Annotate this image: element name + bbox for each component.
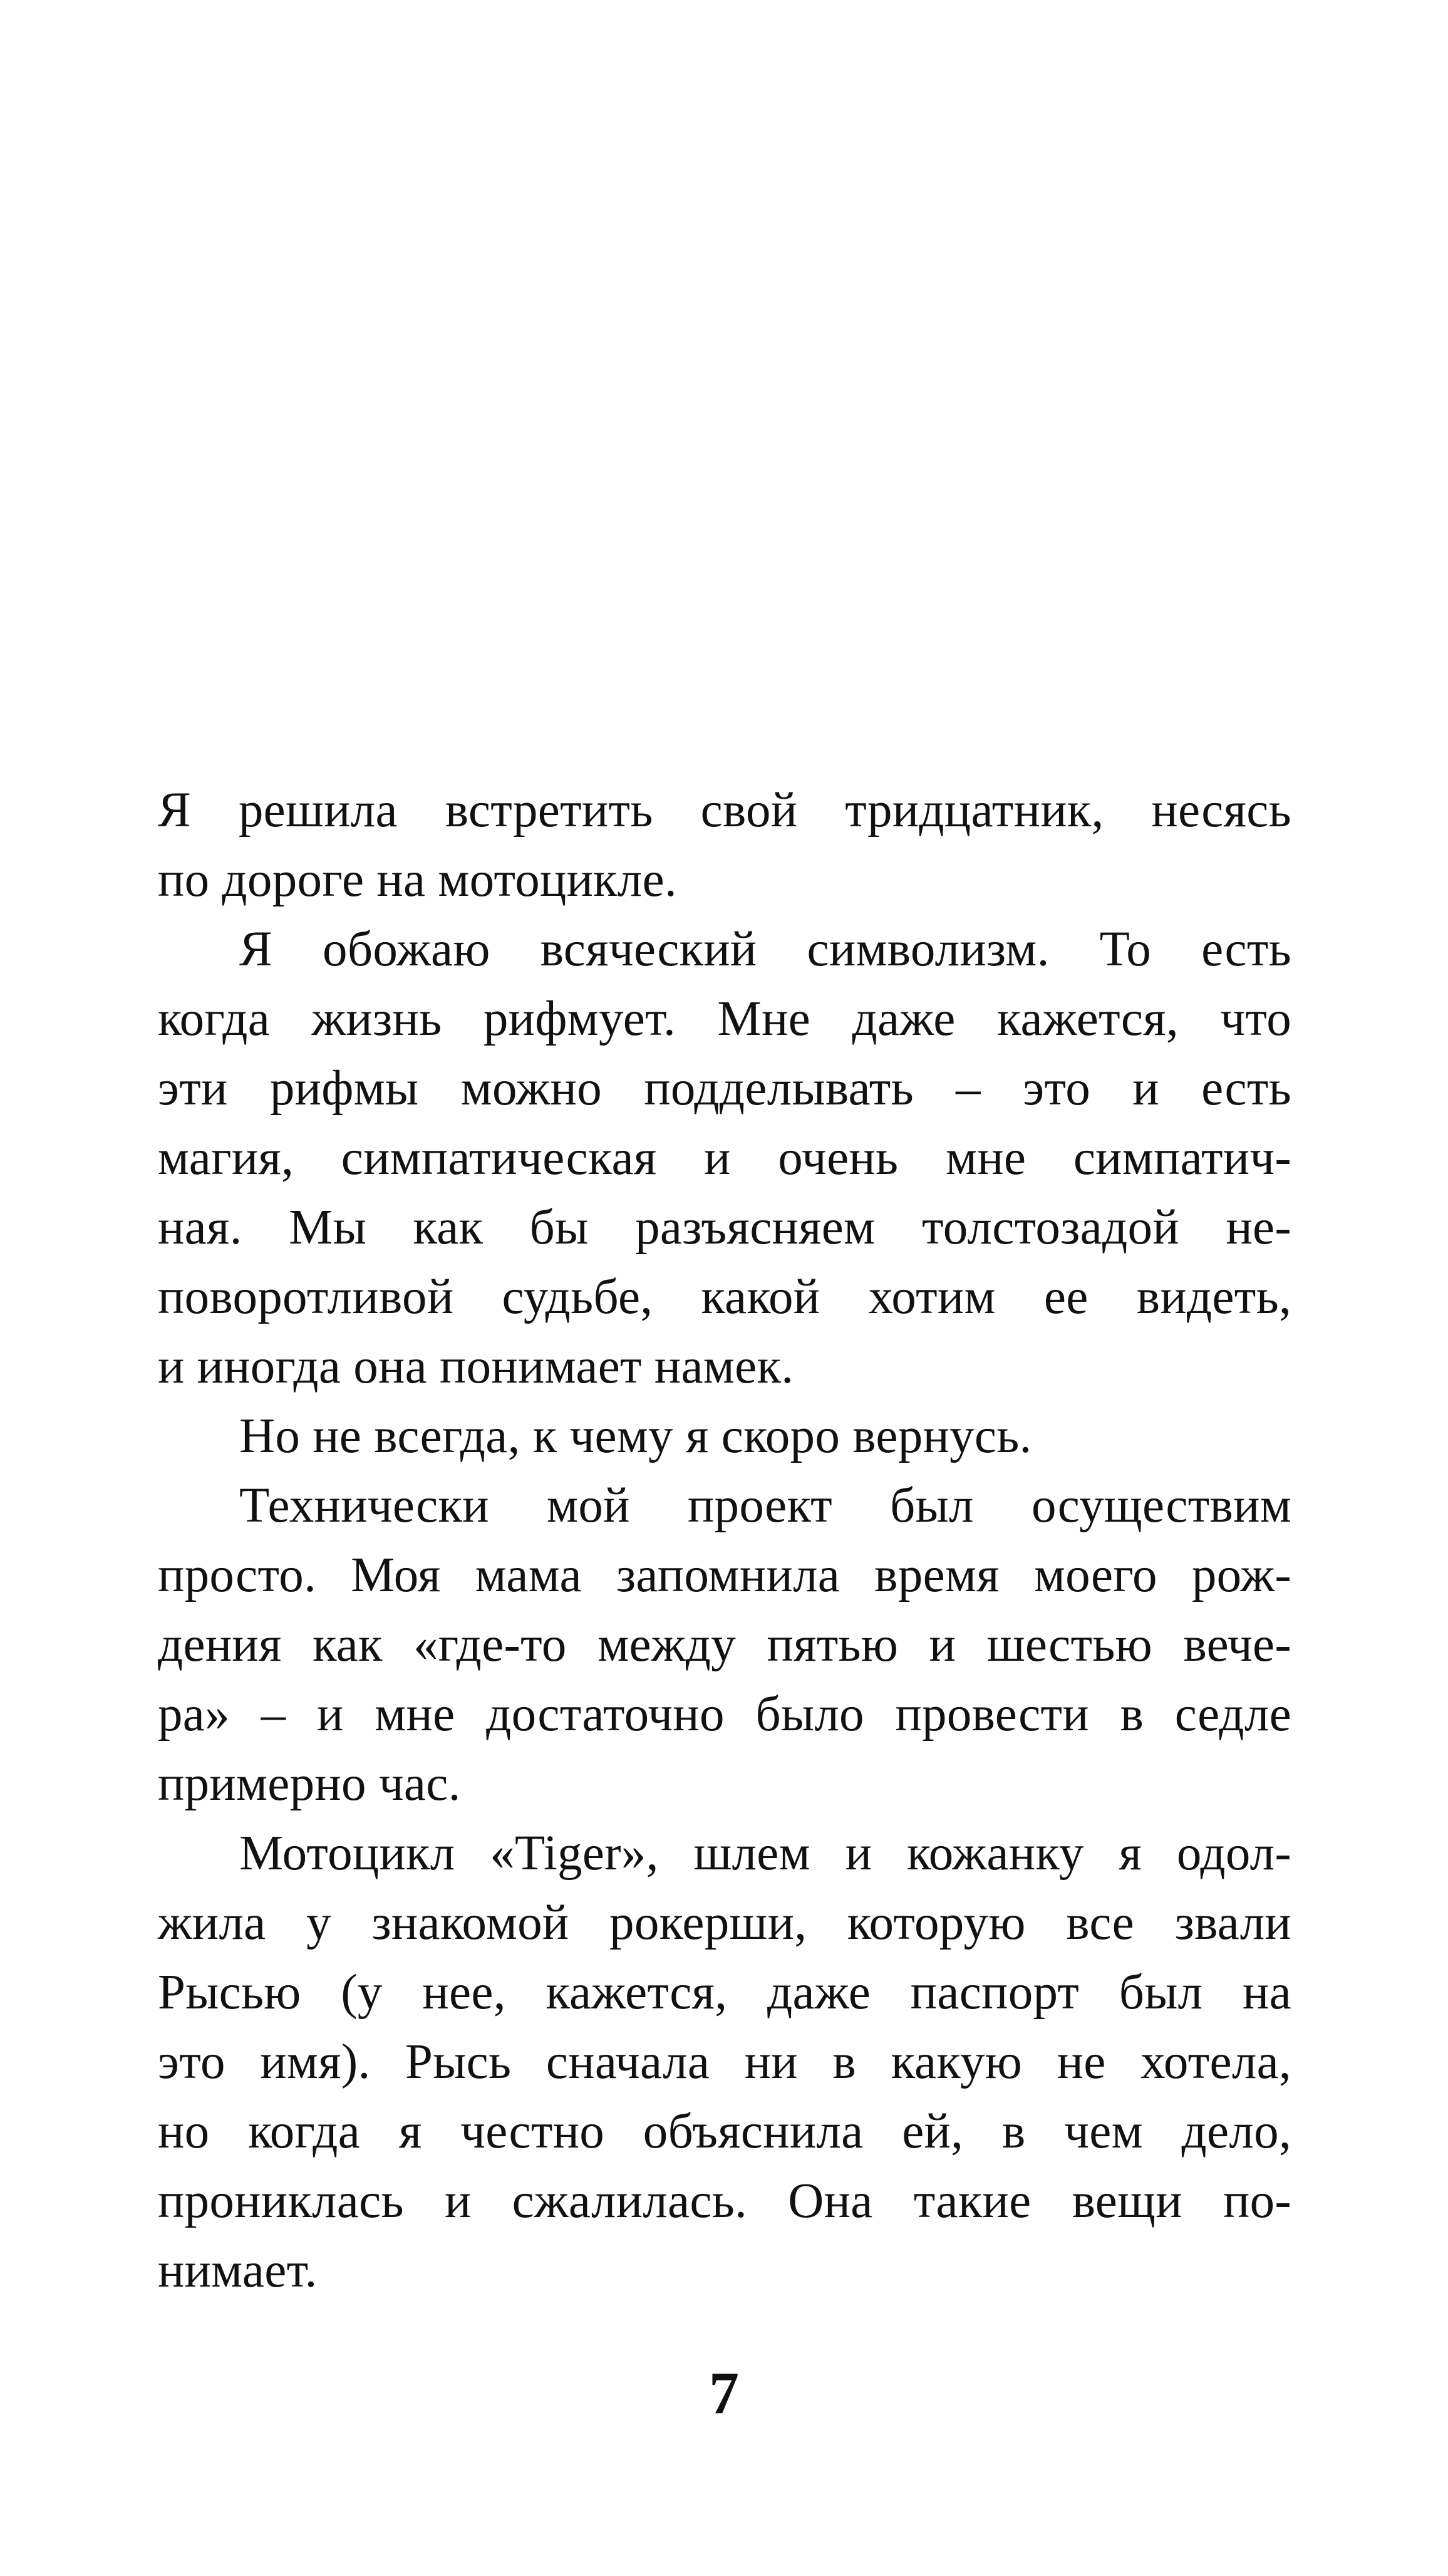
paragraph-3 <box>158 1401 1291 1471</box>
paragraph-5 <box>158 1819 1291 2305</box>
text-line: дения как «где-то между пятью и шестью вече- <box>158 1618 1291 1672</box>
text-line: Рысью (у нее, кажется, даже паспорт был на <box>158 1965 1291 2020</box>
text-line: Я решила встретить свой тридцатник, несясь <box>158 783 1291 838</box>
paragraph-2 <box>158 915 1291 1401</box>
text-line: Но не всегда, к чему я скоро вернусь. <box>239 1409 1032 1463</box>
text-line: но когда я честно объяснила ей, в чем дело, <box>158 2104 1291 2159</box>
text-line: и иногда она понимает намек. <box>158 1339 794 1394</box>
text-line: ная. Мы как бы разъясняем толстозадой не- <box>158 1200 1291 1255</box>
text-line: это имя). Рысь сначала ни в какую не хотела, <box>158 2035 1291 2089</box>
text-line: Я обожаю всяческий символизм. То есть <box>239 922 1291 977</box>
text-line: эти рифмы можно подделывать – это и есть <box>158 1061 1291 1116</box>
text-line: просто. Моя мама запомнила время моего рож- <box>158 1548 1291 1602</box>
text-line: ра» – и мне достаточно было провести в седле <box>158 1687 1291 1742</box>
body-text <box>158 776 1291 2305</box>
text-line: магия, симпатическая и очень мне симпатич- <box>158 1131 1291 1185</box>
text-line: Технически мой проект был осуществим <box>239 1478 1291 1533</box>
text-line: жила у знакомой рокерши, которую все звали <box>158 1896 1291 1950</box>
text-line: поворотливой судьбе, какой хотим ее видеть, <box>158 1270 1291 1324</box>
text-line: Мотоцикл «Tiger», шлем и кожанку я одол- <box>239 1826 1291 1881</box>
page-number: 7 <box>709 2359 739 2426</box>
text-line: когда жизнь рифмует. Мне даже кажется, что <box>158 992 1291 1046</box>
paragraph-1 <box>158 776 1291 915</box>
paragraph-4 <box>158 1471 1291 1819</box>
text-line: прониклась и сжалилась. Она такие вещи по- <box>158 2174 1291 2228</box>
text-line: по дороге на мотоцикле. <box>158 853 677 907</box>
text-line: примерно час. <box>158 1757 461 1811</box>
text-line: нимает. <box>158 2243 318 2298</box>
